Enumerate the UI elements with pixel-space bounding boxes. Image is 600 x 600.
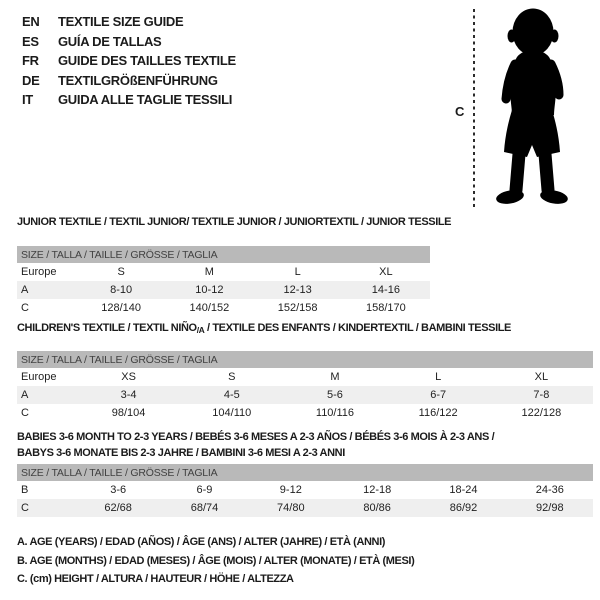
row-label: C <box>21 407 29 419</box>
size-header-row <box>17 464 593 481</box>
size-cell: S <box>117 266 125 278</box>
size-cell: 3-4 <box>77 386 180 404</box>
size-cell: XL <box>534 371 549 383</box>
size-cell: 80/86 <box>334 499 420 517</box>
size-cell: XS <box>121 371 136 383</box>
legend-notes <box>17 533 414 589</box>
lang-row-fr <box>22 51 236 71</box>
table-row-europe <box>17 263 430 281</box>
size-cell: S <box>228 371 236 383</box>
size-cell: M <box>330 371 340 383</box>
lang-code: EN <box>22 14 40 30</box>
size-cell: 140/152 <box>189 302 230 314</box>
babies-heading-line2: BABYS 3-6 MONATE BIS 2-3 JAHRE / BAMBINI 3-6 MESI A 2-3 ANNI <box>17 447 345 459</box>
size-cell: 5-6 <box>283 386 386 404</box>
babies-section-heading <box>17 429 494 461</box>
size-cell: 8-10 <box>77 281 165 299</box>
note-age-months: B. AGE (MONTHS) / EDAD (MESES) / ÂGE (MOIS) / ALTER (MONATE) / ETÀ (MESI) <box>17 554 415 567</box>
size-header-row <box>17 246 430 263</box>
size-header: SIZE / TALLA / TAILLE / GRÖSSE / TAGLIA <box>17 464 593 481</box>
size-cell: 104/110 <box>212 407 252 419</box>
size-header: SIZE / TALLA / TAILLE / GRÖSSE / TAGLIA <box>17 246 430 263</box>
table-row-age <box>17 386 593 404</box>
size-cell: 6-9 <box>196 484 213 496</box>
note-age-years: A. AGE (YEARS) / EDAD (AÑOS) / ÂGE (ANS) / ALTER (JAHRE) / ETÀ (ANNI) <box>17 536 385 548</box>
size-header: SIZE / TALLA / TAILLE / GRÖSSE / TAGLIA <box>17 351 593 368</box>
size-cell: 62/68 <box>75 499 161 517</box>
row-label: Europe <box>21 266 57 278</box>
lang-label: TEXTILGRÖßENFÜHRUNG <box>58 72 218 88</box>
table-row-age <box>17 281 430 299</box>
size-cell: 3-6 <box>110 484 127 496</box>
lang-label: TEXTILE SIZE GUIDE <box>58 14 184 30</box>
junior-size-table <box>17 246 430 317</box>
lang-code: IT <box>22 92 33 108</box>
children-section-heading <box>17 322 511 335</box>
size-cell: 6-7 <box>387 386 490 404</box>
babies-heading-line1: BABIES 3-6 MONTH TO 2-3 YEARS / BEBÉS 3-6 MESES A 2-3 AÑOS / BÉBÉS 3-6 MOIS À 2-3 ANS / <box>17 431 495 443</box>
children-heading-text: / TEXTILE DES ENFANTS / KINDERTEXTIL / BAMBINI TESSILE <box>204 322 511 334</box>
row-label: Europe <box>21 371 57 383</box>
size-cell: 158/170 <box>365 302 406 314</box>
size-cell: 14-16 <box>342 281 430 299</box>
junior-section-heading: JUNIOR TEXTILE / TEXTIL JUNIOR/ TEXTILE JUNIOR / JUNIORTEXTIL / JUNIOR TESSILE <box>17 216 452 228</box>
row-label: A <box>17 281 77 299</box>
size-cell: 128/140 <box>101 302 141 314</box>
children-size-table <box>17 351 593 422</box>
size-cell: 4-5 <box>180 386 283 404</box>
size-cell: L <box>294 266 301 278</box>
lang-code: ES <box>22 33 39 49</box>
table-row-europe <box>17 368 593 386</box>
row-label: C <box>17 499 75 517</box>
babies-size-table <box>17 464 593 517</box>
baby-silhouette-shape <box>495 9 569 206</box>
children-heading-text: CHILDREN'S TEXTILE / TEXTIL NIÑO <box>17 322 197 334</box>
size-cell: 7-8 <box>490 386 593 404</box>
size-cell: 12-13 <box>254 281 342 299</box>
size-cell: 9-12 <box>279 484 302 496</box>
size-cell: XL <box>379 266 393 278</box>
note-height-cm: C. (cm) HEIGHT / ALTURA / HAUTEUR / HÖHE / ALTEZZA <box>17 573 294 585</box>
lang-label: GUIDE DES TAILLES TEXTILE <box>58 53 236 69</box>
lang-code: FR <box>22 53 39 69</box>
table-row-months <box>17 481 593 499</box>
children-heading-subscript: /A <box>196 325 205 335</box>
size-cell: 98/104 <box>111 407 146 419</box>
language-guide-list <box>22 12 236 110</box>
table-row-height <box>17 299 430 317</box>
size-cell: 24-36 <box>535 484 564 496</box>
baby-silhouette <box>470 5 582 211</box>
size-cell: 18-24 <box>449 484 478 496</box>
lang-row-de <box>22 71 236 91</box>
lang-row-es <box>22 32 236 52</box>
table-row-height <box>17 499 593 517</box>
row-label: C <box>21 302 29 314</box>
row-label: A <box>17 386 77 404</box>
size-cell: 116/122 <box>418 407 458 419</box>
size-header-row <box>17 351 593 368</box>
height-marker-label: C <box>455 104 465 119</box>
size-cell: 110/116 <box>315 407 355 419</box>
size-cell: 12-18 <box>363 484 392 496</box>
row-label: B <box>21 484 29 496</box>
size-cell: 10-12 <box>165 281 253 299</box>
lang-label: GUIDA ALLE TAGLIE TESSILI <box>58 92 233 108</box>
lang-row-en <box>22 12 236 32</box>
lang-code: DE <box>22 72 40 88</box>
lang-label: GUÍA DE TALLAS <box>58 33 162 49</box>
size-cell: M <box>204 266 214 278</box>
lang-row-it <box>22 90 236 110</box>
size-cell: 92/98 <box>507 499 593 517</box>
size-cell: 86/92 <box>420 499 506 517</box>
size-cell: 152/158 <box>277 302 318 314</box>
size-cell: 68/74 <box>161 499 247 517</box>
table-row-height <box>17 404 593 422</box>
size-cell: 74/80 <box>248 499 334 517</box>
size-cell: 122/128 <box>521 407 562 419</box>
size-cell: L <box>435 371 442 383</box>
